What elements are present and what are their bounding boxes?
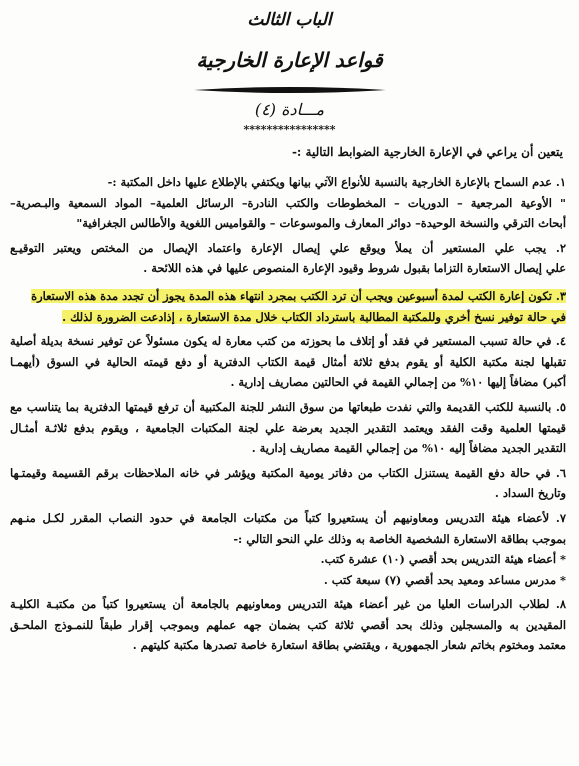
rule-item-4 (10, 331, 566, 393)
rule-1-line-3: أبحاث الترقي والنسخة الوحيدة– دوائر المعارف والموسوعات – والقواميس اللغوية والأطالس الجغرافية" (76, 216, 566, 231)
rule-8-line-2: المقيدين به والمسجلين وذلك بحد أقصي ثلاثة كتب بضمان جهه عملهم وبموجب إقرار طبقاً للنمـوذج الملحـق (10, 617, 566, 632)
rule-3-line-1: ٣. تكون إعارة الكتب لمدة أسبوعين ويجب أن ترد الكتب بمجرد انتهاء هذه المدة يجوز أن تجدد مدة هذه الاستعارة (31, 288, 566, 303)
rule-6-line-1: ٦. في حالة دفع القيمة يستنزل الكتاب من دفاتر يومية المكتبة ويؤشر في خانه الملاحظات برقم القسيمة وقيمتـها (10, 465, 566, 480)
rule-item-7 (10, 508, 566, 590)
star-divider: **************** (243, 123, 336, 136)
rule-2-line-1: ٢. يجب علي المستعير أن يملأ ويوقع علي إيصال الإعارة واعتماد الإيصال من المختص ويعتبر التوقيـع (10, 240, 566, 255)
rule-8-line-1: ٨. لطلاب الدراسات العليا من غير أعضاء هيئة التدريس ومعاونيهم بالجامعة أن يستعيروا كتباً من مكتبـة الكليـة (10, 597, 566, 612)
rule-item-8 (10, 594, 566, 656)
rule-1-line-1: ١. عدم السماح بالإعارة الخارجية بالنسبة للأنواع الآتي بيانها ويكتفي بالإطلاع عليها داخل المكتبة :- (107, 175, 566, 189)
rule-7-line-2: بموجب بطاقة الاستعارة الشخصية الخاصة به وذلك علي النحو التالي :- (233, 531, 566, 546)
rules-list (10, 172, 566, 656)
rule-7-line-1: ٧. لأعضاء هيئة التدريس ومعاونيهم أن يستعيروا كتباً من مكتبات الجامعة في حدود النصاب المقرر لكـل منـهم (10, 510, 566, 525)
rule-7-bullet-2: * مدرس مساعد ومعيد بحد أقصي (٧) سبعة كتب . (323, 572, 566, 587)
rule-5-line-3: التقدير الجديد مضافاً إليه ١٠% من إجمالي القيمة مصاريف إدارية . (251, 441, 566, 456)
rule-item-3 (10, 286, 566, 327)
rule-5-line-2: قيمتها العلمية وقت الفقد ويعتمد التقدير الجديد بعرضة علي لجنة المكتبات الجامعية ، ويقوم بدفع ثلاثـة أمثـال (10, 420, 566, 435)
rule-item-1 (10, 172, 566, 234)
rule-item-2 (10, 238, 566, 279)
rule-4-line-3: أكبر) مضافاً إليها ١٠% من إجمالي القيمة في الحالتين مصاريف إدارية . (230, 375, 566, 390)
rule-3-line-2: في حالة توفير نسخ أخري وللمكتبة المطالبة باسترداد الكتاب خلال مدة الاستعارة ، إذادعت الضرورة لذلك . (62, 309, 566, 324)
article-number: مـــادة (٤) (254, 100, 325, 119)
rule-8-line-3: معتمد ومختوم بخاتم شعار الجمهورية ، ويقتضي بطاقة استعارة خاصة تصدرها مكتبة كليتهم . (132, 638, 566, 653)
title-ornament (190, 83, 390, 97)
rule-6-line-2: وتاريخ السداد . (494, 486, 566, 501)
rule-4-line-1: ٤. في حالة تسبب المستعير في فقد أو إتلاف ما بحوزته من كتب معارة له يكون مسئولاً عن توفير نسخة بديلة أصلية (10, 334, 566, 349)
rule-2-line-2: علي إيصال الاستعارة التزاما بقبول شروط وقيود الإعارة المنصوص عليها في هذه اللائحة . (143, 261, 566, 276)
section-title: قواعد الإعارة الخارجية (196, 48, 383, 72)
rule-1-line-2: " الأوعية المرجعية – الدوريات – المخطوطات والكتب النادرة– الرسائل العلمية– المواد السمعية والبـصرية– (10, 195, 566, 210)
rule-item-6 (10, 463, 566, 504)
rule-7-bullet-1: * أعضاء هيئة التدريس بحد أقصي (١٠) عشرة كتب. (320, 552, 566, 567)
rule-5-line-1: ٥. بالنسبة للكتب القديمة والتي نفدت طبعاتها من سوق النشر للجنة المكتبية أن ترفع قيمتها الدفترية بما يتناسب مع (10, 399, 566, 414)
rule-item-5 (10, 397, 566, 459)
intro-text: يتعين أن يراعي في الإعارة الخارجية الضوابط التالية :- (291, 145, 563, 159)
chapter-heading: الباب الثالث (247, 10, 332, 30)
rule-4-line-2: تقبلها لجنة مكتبة الكلية أو يقوم بدفع ثلاثة أمثال قيمة الكتاب الدفترية أو دفع قيمته الحالية في السوق (أيهمـا (10, 354, 566, 369)
